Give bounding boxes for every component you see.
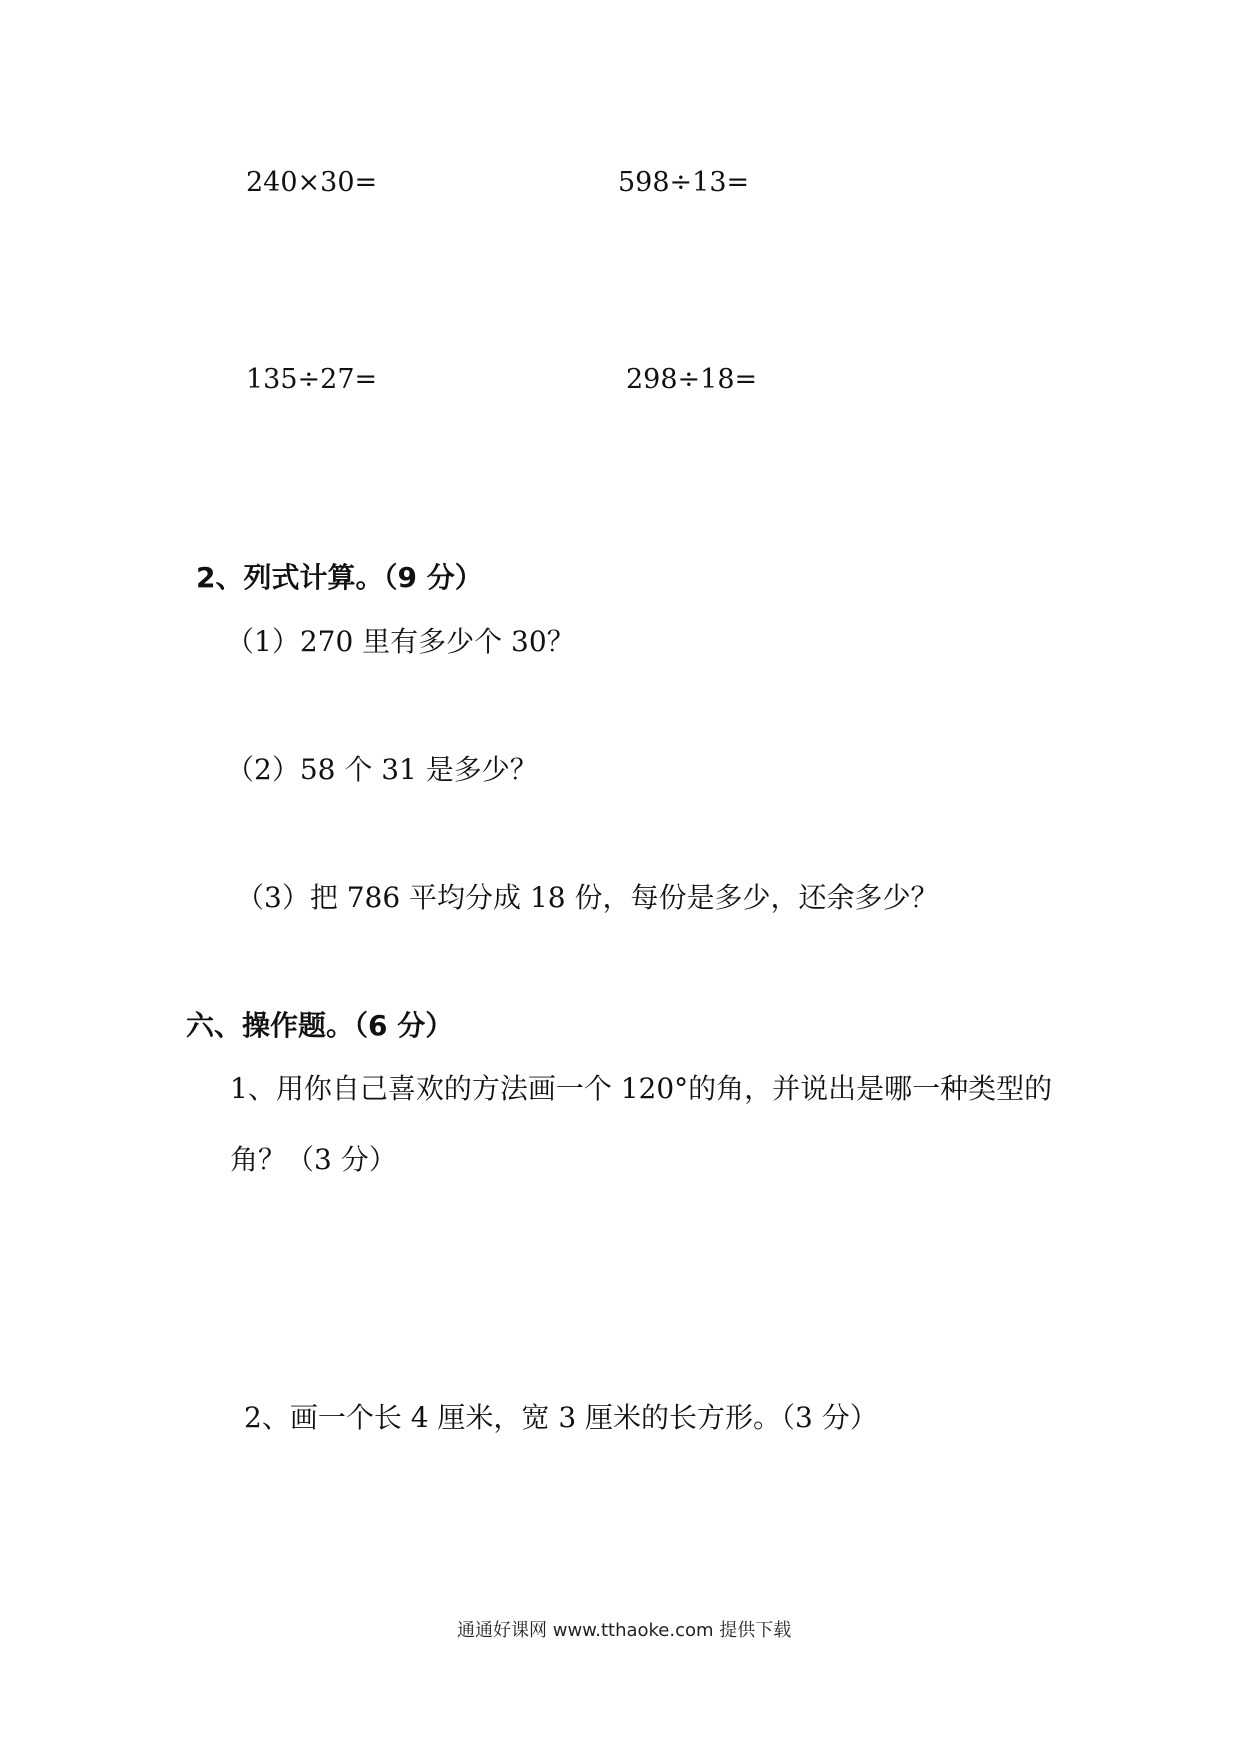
section-6-title: 六、操作题。（6 分） xyxy=(186,1009,454,1042)
section-2-item-1: （1）270 里有多少个 30？ xyxy=(226,625,575,658)
calc-240x30: 240×30= xyxy=(246,167,378,198)
section-6-question-2: 2、画一个长 4 厘米，宽 3 厘米的长方形。（3 分） xyxy=(244,1401,878,1434)
section-2-item-2: （2）58 个 31 是多少？ xyxy=(226,753,538,786)
section-6-question-1-line-2: 角？（3 分） xyxy=(230,1143,397,1176)
footer-credit: 通通好课网 www.tthaoke.com 提供下载 xyxy=(457,1620,792,1641)
section-2-item-3: （3）把 786 平均分成 18 份，每份是多少，还余多少？ xyxy=(236,881,939,914)
calc-298div18: 298÷18= xyxy=(626,364,758,395)
section-2-title: 2、列式计算。（9 分） xyxy=(196,561,483,594)
calc-135div27: 135÷27= xyxy=(246,364,378,395)
section-6-question-1-line-1: 1、用你自己喜欢的方法画一个 120°的角，并说出是哪一种类型的 xyxy=(230,1072,1053,1105)
calc-598div13: 598÷13= xyxy=(618,167,750,198)
